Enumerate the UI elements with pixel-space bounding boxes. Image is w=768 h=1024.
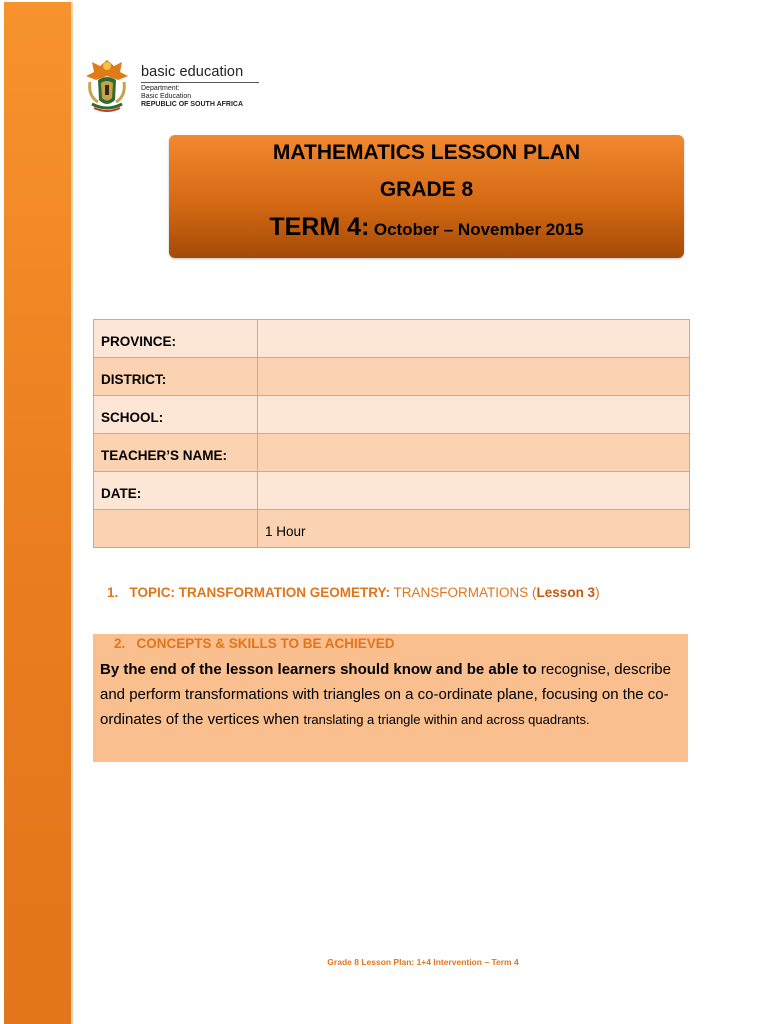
province-value[interactable] (258, 320, 690, 358)
term-period: October – November 2015 (373, 220, 584, 239)
term-label: TERM 4: (269, 213, 370, 241)
concepts-heading: 2. CONCEPTS & SKILLS TO BE ACHIEVED (114, 636, 395, 651)
table-row (94, 510, 690, 548)
duration-value: 1 Hour (258, 510, 690, 548)
document-title: MATHEMATICS LESSON PLAN (272, 141, 581, 164)
topic-value: TRANSFORMATIONS ( (393, 585, 537, 600)
table-row (94, 434, 690, 472)
row-label-district: DISTRICT: (94, 358, 258, 396)
row-label-province: PROVINCE: (94, 320, 258, 358)
logo-title: basic education (141, 64, 244, 80)
topic-line (107, 585, 600, 600)
row-label-school: SCHOOL: (94, 396, 258, 434)
logo-country: REPUBLIC OF SOUTH AFRICA (141, 101, 244, 108)
logo-department-label: Department: (141, 85, 180, 92)
table-row (94, 320, 690, 358)
topic-close: ) (595, 585, 600, 600)
table-row (94, 358, 690, 396)
row-label-duration (94, 510, 258, 548)
dbe-logo (84, 56, 264, 116)
term-heading (169, 213, 684, 242)
concepts-text: recognise, describe and perform transformations with triangles on a co-ordinate plane, focusing on the co-ordinates of the vertices when (100, 661, 671, 728)
logo-department-name: Basic Education (141, 93, 192, 100)
side-stripe (4, 2, 71, 1024)
logo-divider (141, 82, 259, 83)
concepts-intro: By the end of the lesson learners should know and be able to (100, 661, 537, 678)
topic-lesson: Lesson 3 (536, 585, 596, 600)
concepts-body (100, 657, 681, 732)
title-banner (169, 135, 684, 258)
date-value[interactable] (258, 472, 690, 510)
teacher-name-value[interactable] (258, 434, 690, 472)
coat-of-arms-icon (84, 56, 130, 114)
topic-label: TOPIC: TRANSFORMATION GEOMETRY: (129, 585, 391, 600)
concepts-text-small: translating a triangle within and across quadrants. (303, 712, 590, 727)
topic-number: 1. (107, 585, 119, 600)
page-footer: Grade 8 Lesson Plan: 1+4 Intervention – Term 4 (327, 957, 519, 967)
district-value[interactable] (258, 358, 690, 396)
table-row (94, 396, 690, 434)
row-label-date: DATE: (94, 472, 258, 510)
grade-heading: GRADE 8 (379, 178, 474, 201)
concepts-section (93, 634, 688, 762)
school-info-table (93, 319, 690, 548)
table-row (94, 472, 690, 510)
school-value[interactable] (258, 396, 690, 434)
row-label-teacher: TEACHER’S NAME: (94, 434, 258, 472)
